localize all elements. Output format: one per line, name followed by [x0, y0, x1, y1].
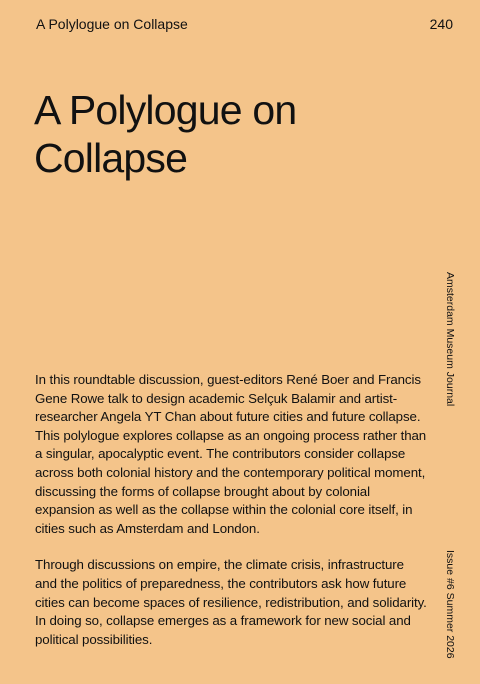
article-title-line-2: Collapse — [34, 135, 188, 181]
article-title — [34, 86, 414, 182]
article-title-line-1: A Polylogue on — [34, 87, 297, 133]
page-number: 240 — [429, 16, 453, 32]
journal-name-vertical: Amsterdam Museum Journal — [444, 272, 456, 407]
abstract-paragraph-1: In this roundtable discussion, guest-editors René Boer and Francis Gene Rowe talk to design academic Selçuk Balamir and artist-researcher Angela YT Chan about future cities and future collapse. This polylogue explores collapse as an ongoing process rather than a singular, apocalyptic event. The contributors consider collapse across both colonial history and the contemporary political moment, discussing the forms of collapse brought about by colonial expansion as well as the collapse within the colonial core itself, in cities such as Amsterdam and London. — [35, 372, 427, 536]
article-abstract — [35, 371, 427, 667]
running-title: A Polylogue on Collapse — [36, 16, 188, 32]
issue-label-vertical: Issue #6 Summer 2026 — [444, 550, 456, 659]
abstract-paragraph-2: Through discussions on empire, the climate crisis, infrastructure and the politics of preparedness, the contributors ask how future cities can become spaces of resilience, redistribution, and solidarity. In doing so, collapse emerges as a framework for new social and political possibilities. — [35, 557, 427, 647]
